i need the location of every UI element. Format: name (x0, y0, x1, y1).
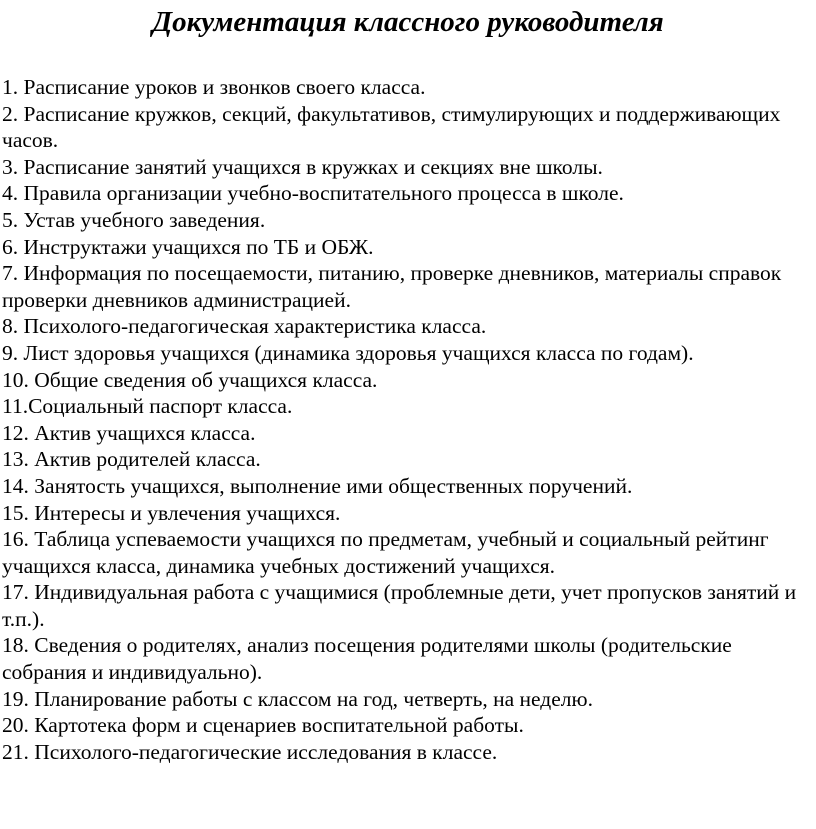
list-item: 10. Общие сведения об учащихся класса. (2, 367, 378, 392)
list-item: 4. Правила организации учебно-воспитательного процесса в школе. (2, 181, 624, 206)
list-item: 17. Индивидуальная работа с учащимися (проблемные дети, учет пропусков занятий и т.п.). (2, 580, 797, 631)
list-item: 12. Актив учащихся класса. (2, 420, 256, 445)
list-item: 6. Инструктажи учащихся по ТБ и ОБЖ. (2, 234, 374, 259)
documentation-list (2, 74, 810, 765)
list-item: 15. Интересы и увлечения учащихся. (2, 500, 341, 525)
list-item: 14. Занятость учащихся, выполнение ими общественных поручений. (2, 473, 633, 498)
list-item: 20. Картотека форм и сценариев воспитательной работы. (2, 713, 524, 738)
list-item: 11.Социальный паспорт класса. (2, 394, 293, 419)
list-item: 7. Информация по посещаемости, питанию, проверке дневников, материалы справок проверки дневников администрацией. (2, 261, 782, 312)
list-item: 5. Устав учебного заведения. (2, 207, 266, 232)
document-title: Документация классного руководителя (152, 6, 664, 38)
list-item: 18. Сведения о родителях, анализ посещения родителями школы (родительские собрания и индивидуально). (2, 633, 732, 685)
list-item: 8. Психолого-педагогическая характеристика класса. (2, 314, 487, 339)
list-item: 9. Лист здоровья учащихся (динамика здоровья учащихся класса по годам). (2, 340, 694, 365)
list-item: 2. Расписание кружков, секций, факультативов, стимулирующих и поддерживающих часов. (2, 101, 781, 153)
list-item: 1. Расписание уроков и звонков своего класса. (2, 75, 426, 99)
list-item: 13. Актив родителей класса. (2, 447, 261, 472)
list-item: 16. Таблица успеваемости учащихся по предметам, учебный и социальный рейтинг учащихся класса, динамика учебных достижений учащихся. (2, 527, 769, 578)
list-item: 19. Планирование работы с классом на год, четверть, на неделю. (2, 686, 593, 711)
list-item: 21. Психолого-педагогические исследования в классе. (2, 739, 498, 764)
list-item: 3. Расписание занятий учащихся в кружках и секциях вне школы. (2, 154, 603, 179)
